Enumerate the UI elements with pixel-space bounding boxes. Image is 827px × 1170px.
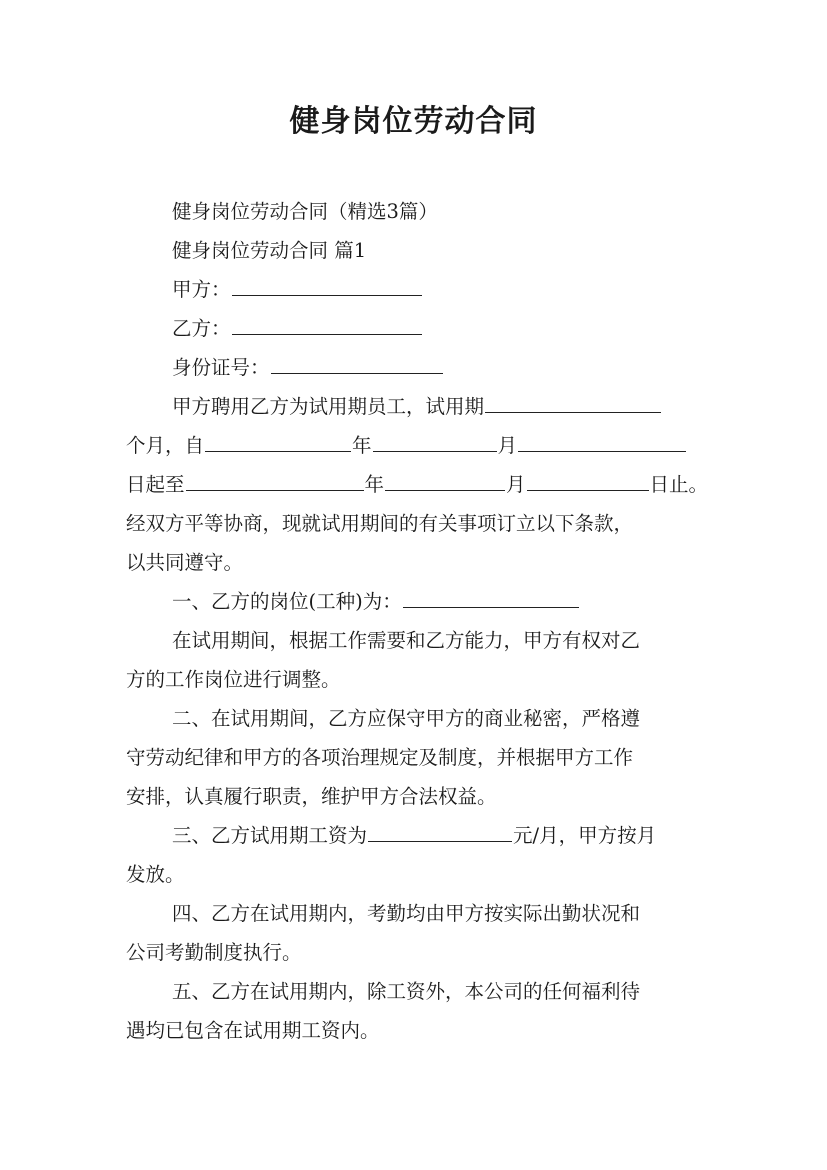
end-month-blank <box>385 472 505 491</box>
salary-blank <box>368 823 512 842</box>
id-number-line <box>172 352 444 384</box>
start-month-blank <box>373 433 497 452</box>
paragraph-1-line-4: 经双方平等协商，现就试用期间的有关事项订立以下条款， <box>126 512 634 535</box>
clause-1-para-line-2: 方的工作岗位进行调整。 <box>126 668 341 691</box>
text-segment: 年 <box>352 434 372 457</box>
clause-5-line-2: 遇均已包含在试用期工资内。 <box>126 1019 380 1042</box>
text-segment: 年 <box>364 473 385 496</box>
paragraph-1-line-2 <box>126 430 687 462</box>
paragraph-1-line-1 <box>172 391 662 423</box>
party-b-label: 乙方： <box>172 317 231 340</box>
start-year-blank <box>205 433 351 452</box>
paragraph-1-text: 甲方聘用乙方为试用期员工，试用期 <box>172 395 485 418</box>
text-segment: 月 <box>506 473 526 496</box>
text-segment: 元/月，甲方按月 <box>513 824 657 847</box>
document-title: 健身岗位劳动合同 <box>289 104 538 139</box>
start-day-blank <box>518 433 686 452</box>
id-number-label: 身份证号： <box>172 356 270 379</box>
document-subtitle: 健身岗位劳动合同（精选3篇） <box>172 200 438 223</box>
party-a-blank <box>232 277 422 296</box>
party-a-label: 甲方： <box>172 278 231 301</box>
clause-5-line-1: 五、乙方在试用期内，除工资外，本公司的任何福利待 <box>172 980 641 1003</box>
clause-3-line-2: 发放。 <box>126 863 185 886</box>
text-segment: 日起至 <box>126 473 185 496</box>
party-b-blank <box>232 316 422 335</box>
clause-2-line-1: 二、在试用期间，乙方应保守甲方的商业秘密，严格遵 <box>172 707 641 730</box>
id-number-blank <box>271 355 443 374</box>
clause-3-line-1 <box>172 820 656 852</box>
text-segment: 日止。 <box>649 473 709 496</box>
text-segment: 个月，自 <box>126 434 205 457</box>
paragraph-1-line-3 <box>126 469 708 501</box>
clause-1-para-line-1: 在试用期间，根据工作需要和乙方能力，甲方有权对乙 <box>172 629 641 652</box>
text-segment: 三、乙方试用期工资为 <box>172 824 368 847</box>
party-a-line <box>172 274 423 306</box>
text-segment: 月 <box>497 434 518 457</box>
clause-4-line-1: 四、乙方在试用期内，考勤均由甲方按实际出勤状况和 <box>172 902 641 925</box>
clause-1-label: 一、乙方的岗位(工种)为： <box>172 590 402 613</box>
clause-1-line <box>172 586 580 618</box>
end-year-blank <box>186 472 364 491</box>
probation-months-blank <box>485 394 661 413</box>
clause-2-line-2: 守劳动纪律和甲方的各项治理规定及制度，并根据甲方工作 <box>126 746 634 769</box>
clause-4-line-2: 公司考勤制度执行。 <box>126 941 302 964</box>
end-day-blank <box>527 472 649 491</box>
section-heading: 健身岗位劳动合同 篇1 <box>172 239 367 262</box>
clause-2-line-3: 安排，认真履行职责，维护甲方合法权益。 <box>126 785 497 808</box>
paragraph-1-line-5: 以共同遵守。 <box>126 551 244 574</box>
party-b-line <box>172 313 423 345</box>
job-position-blank <box>403 589 579 608</box>
